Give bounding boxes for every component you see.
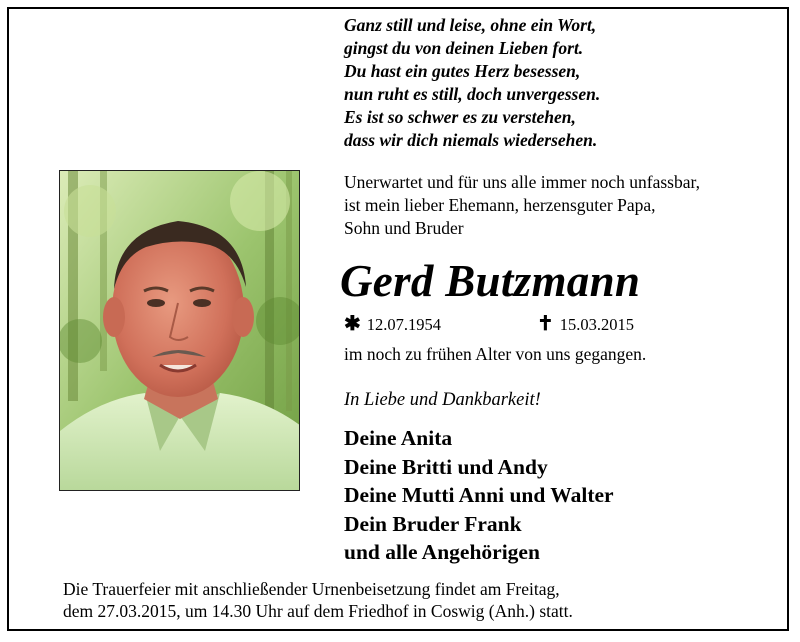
death-date: 15.03.2015 — [559, 315, 635, 334]
poem-line: Du hast ein gutes Herz besessen, — [344, 61, 581, 81]
poem-line: dass wir dich niemals wiedersehen. — [344, 130, 598, 150]
mourners-list — [344, 424, 614, 567]
life-dates — [344, 313, 744, 335]
death-cross-icon: ✝ — [537, 313, 554, 335]
birth-date: 12.07.1954 — [366, 315, 442, 334]
funeral-line: dem 27.03.2015, um 14.30 Uhr auf dem Friedhof in Coswig (Anh.) statt. — [63, 601, 573, 621]
funeral-info — [63, 578, 573, 622]
mourner: Deine Anita — [344, 426, 453, 450]
poem-line: gingst du von deinen Lieben fort. — [344, 38, 584, 58]
intro-line: Unerwartet und für uns alle immer noch unfassbar, — [344, 172, 700, 192]
poem-line: Ganz still und leise, ohne ein Wort, — [344, 15, 597, 35]
mourner: und alle Angehörigen — [344, 540, 540, 564]
mourner: Deine Britti und Andy — [344, 454, 548, 479]
birth-date-group — [344, 313, 441, 336]
intro-line: Sohn und Bruder — [344, 218, 464, 238]
portrait-photo — [59, 170, 300, 491]
passed-text: im noch zu frühen Alter von uns gegangen. — [344, 344, 647, 364]
poem-line: nun ruht es still, doch unvergessen. — [344, 84, 601, 104]
deceased-name: Gerd Butzmann — [340, 256, 641, 306]
mourner: Dein Bruder Frank — [344, 511, 522, 536]
birth-star-icon: ✱ — [344, 313, 361, 335]
death-date-group — [537, 313, 634, 336]
poem-line: Es ist so schwer es zu verstehen, — [344, 107, 576, 127]
poem — [344, 14, 600, 152]
funeral-line: Die Trauerfeier mit anschließender Urnenbeisetzung findet am Freitag, — [63, 579, 560, 599]
intro-text — [344, 171, 700, 240]
mourner: Deine Mutti Anni und Walter — [344, 483, 614, 507]
gratitude-line: In Liebe und Dankbarkeit! — [344, 390, 541, 410]
intro-line: ist mein lieber Ehemann, herzensguter Papa, — [344, 195, 656, 215]
